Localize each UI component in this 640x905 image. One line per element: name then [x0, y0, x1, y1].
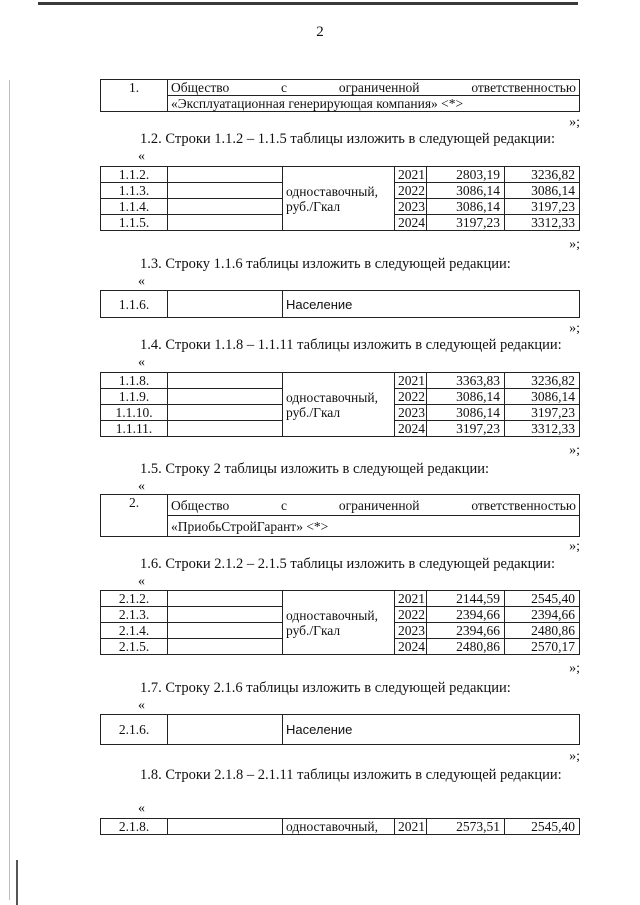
year-cell: 2023: [395, 199, 427, 215]
value1-cell: 3363,83: [427, 373, 505, 389]
instruction-1-4: 1.4. Строки 1.1.8 – 1.1.11 таблицы изложить в следующей редакции:: [140, 337, 562, 353]
company-name-line2: «ПриобьСтройГарант» <*>: [168, 516, 580, 537]
row-num: 2.1.2.: [101, 591, 168, 607]
row-num: 2.1.3.: [101, 607, 168, 623]
empty-cell: [168, 167, 283, 183]
year-cell: 2021: [395, 167, 427, 183]
company-name-line1: Общество с ограниченной ответственностью: [168, 495, 580, 516]
quote-open: «: [138, 801, 145, 816]
quote-close: »;: [569, 115, 580, 130]
population-table-1-3: [100, 290, 580, 318]
company-table-1: [100, 79, 580, 112]
quote-close: »;: [569, 539, 580, 554]
row-num: 1.1.4.: [101, 199, 168, 215]
row-num: 1.1.6.: [101, 291, 168, 318]
company-name-line2: «Эксплуатационная генерирующая компания» <*>: [168, 96, 580, 112]
value1-cell: 2573,51: [427, 819, 505, 835]
company-num: 2.: [101, 495, 168, 537]
empty-cell: [168, 183, 283, 199]
year-cell: 2024: [395, 639, 427, 655]
row-num: 1.1.9.: [101, 389, 168, 405]
scan-artifact-left-bottom: [16, 860, 18, 905]
value2-cell: 2394,66: [505, 607, 580, 623]
value1-cell: 3086,14: [427, 183, 505, 199]
instruction-1-6: 1.6. Строки 2.1.2 – 2.1.5 таблицы изложить в следующей редакции:: [140, 556, 555, 572]
unit-cell: [283, 167, 395, 231]
table-row: [101, 591, 580, 607]
quote-close: »;: [569, 321, 580, 336]
year-cell: 2023: [395, 405, 427, 421]
unit-line2: руб./Гкал: [286, 622, 341, 638]
year-cell: 2021: [395, 373, 427, 389]
year-cell: 2022: [395, 607, 427, 623]
value1-cell: 3197,23: [427, 215, 505, 231]
company-num: 1.: [101, 80, 168, 112]
tariff-table-1-8: [100, 818, 580, 835]
value1-cell: 2480,86: [427, 639, 505, 655]
instruction-1-8: 1.8. Строки 2.1.8 – 2.1.11 таблицы изложить в следующей редакции:: [140, 767, 562, 783]
value2-cell: 2545,40: [505, 591, 580, 607]
quote-close: »;: [569, 443, 580, 458]
value2-cell: 3197,23: [505, 405, 580, 421]
value2-cell: 2570,17: [505, 639, 580, 655]
empty-cell: [168, 405, 283, 421]
scan-artifact-left: [9, 80, 10, 900]
table-row: [101, 373, 580, 389]
value2-cell: 3197,23: [505, 199, 580, 215]
row-num: 2.1.6.: [101, 715, 168, 745]
value2-cell: 3312,33: [505, 215, 580, 231]
empty-cell: [168, 715, 283, 745]
unit-line2: руб./Гкал: [286, 198, 341, 214]
year-cell: 2021: [395, 819, 427, 835]
tariff-table-1-2: [100, 166, 580, 231]
value1-cell: 3086,14: [427, 389, 505, 405]
value1-cell: 3086,14: [427, 199, 505, 215]
unit-cell: [283, 373, 395, 437]
unit-line1: одноставочный,: [286, 607, 378, 623]
year-cell: 2024: [395, 421, 427, 437]
year-cell: 2024: [395, 215, 427, 231]
instruction-1-2: 1.2. Строки 1.1.2 – 1.1.5 таблицы изложить в следующей редакции:: [140, 131, 555, 147]
quote-open: «: [138, 149, 145, 164]
instruction-1-5: 1.5. Строку 2 таблицы изложить в следующей редакции:: [140, 461, 490, 477]
row-num: 1.1.3.: [101, 183, 168, 199]
value1-cell: 3197,23: [427, 421, 505, 437]
row-num: 2.1.4.: [101, 623, 168, 639]
empty-cell: [168, 389, 283, 405]
empty-cell: [168, 591, 283, 607]
instruction-1-3: 1.3. Строку 1.1.6 таблицы изложить в следующей редакции:: [140, 256, 511, 272]
population-table-1-7: [100, 714, 580, 745]
empty-cell: [168, 819, 283, 835]
table-row: [101, 167, 580, 183]
empty-cell: [168, 199, 283, 215]
scan-artifact-top: [38, 2, 578, 5]
company-name-line1: Общество с ограниченной ответственностью: [168, 80, 580, 96]
empty-cell: [168, 373, 283, 389]
value1-cell: 2144,59: [427, 591, 505, 607]
empty-cell: [168, 639, 283, 655]
row-num: 1.1.11.: [101, 421, 168, 437]
population-label: Население: [283, 715, 580, 745]
page-number: 2: [316, 24, 324, 40]
value2-cell: 2545,40: [505, 819, 580, 835]
value2-cell: 2480,86: [505, 623, 580, 639]
value1-cell: 2394,66: [427, 607, 505, 623]
row-num: 2.1.8.: [101, 819, 168, 835]
quote-open: «: [138, 574, 145, 589]
table-row: [101, 819, 580, 835]
row-num: 1.1.5.: [101, 215, 168, 231]
value2-cell: 3236,82: [505, 373, 580, 389]
company-table-2: [100, 494, 580, 537]
value1-cell: 2394,66: [427, 623, 505, 639]
row-num: 1.1.2.: [101, 167, 168, 183]
value1-cell: 3086,14: [427, 405, 505, 421]
empty-cell: [168, 215, 283, 231]
year-cell: 2022: [395, 389, 427, 405]
tariff-table-1-4: [100, 372, 580, 437]
quote-open: «: [138, 355, 145, 370]
row-num: 1.1.8.: [101, 373, 168, 389]
value2-cell: 3236,82: [505, 167, 580, 183]
value2-cell: 3086,14: [505, 183, 580, 199]
quote-close: »;: [569, 237, 580, 252]
row-num: 1.1.10.: [101, 405, 168, 421]
unit-cell: одноставочный,: [283, 819, 395, 835]
quote-open: «: [138, 698, 145, 713]
year-cell: 2021: [395, 591, 427, 607]
quote-open: «: [138, 479, 145, 494]
empty-cell: [168, 607, 283, 623]
empty-cell: [168, 623, 283, 639]
tariff-table-1-6: [100, 590, 580, 655]
unit-line1: одноставочный,: [286, 183, 378, 199]
value2-cell: 3086,14: [505, 389, 580, 405]
value1-cell: 2803,19: [427, 167, 505, 183]
unit-line1: одноставочный,: [286, 389, 378, 405]
quote-close: »;: [569, 749, 580, 764]
row-num: 2.1.5.: [101, 639, 168, 655]
instruction-1-7: 1.7. Строку 2.1.6 таблицы изложить в следующей редакции:: [140, 680, 511, 696]
empty-cell: [168, 291, 283, 318]
population-label: Население: [283, 291, 580, 318]
empty-cell: [168, 421, 283, 437]
unit-line2: руб./Гкал: [286, 404, 341, 420]
quote-open: «: [138, 274, 145, 289]
unit-cell: [283, 591, 395, 655]
year-cell: 2022: [395, 183, 427, 199]
value2-cell: 3312,33: [505, 421, 580, 437]
year-cell: 2023: [395, 623, 427, 639]
quote-close: »;: [569, 661, 580, 676]
